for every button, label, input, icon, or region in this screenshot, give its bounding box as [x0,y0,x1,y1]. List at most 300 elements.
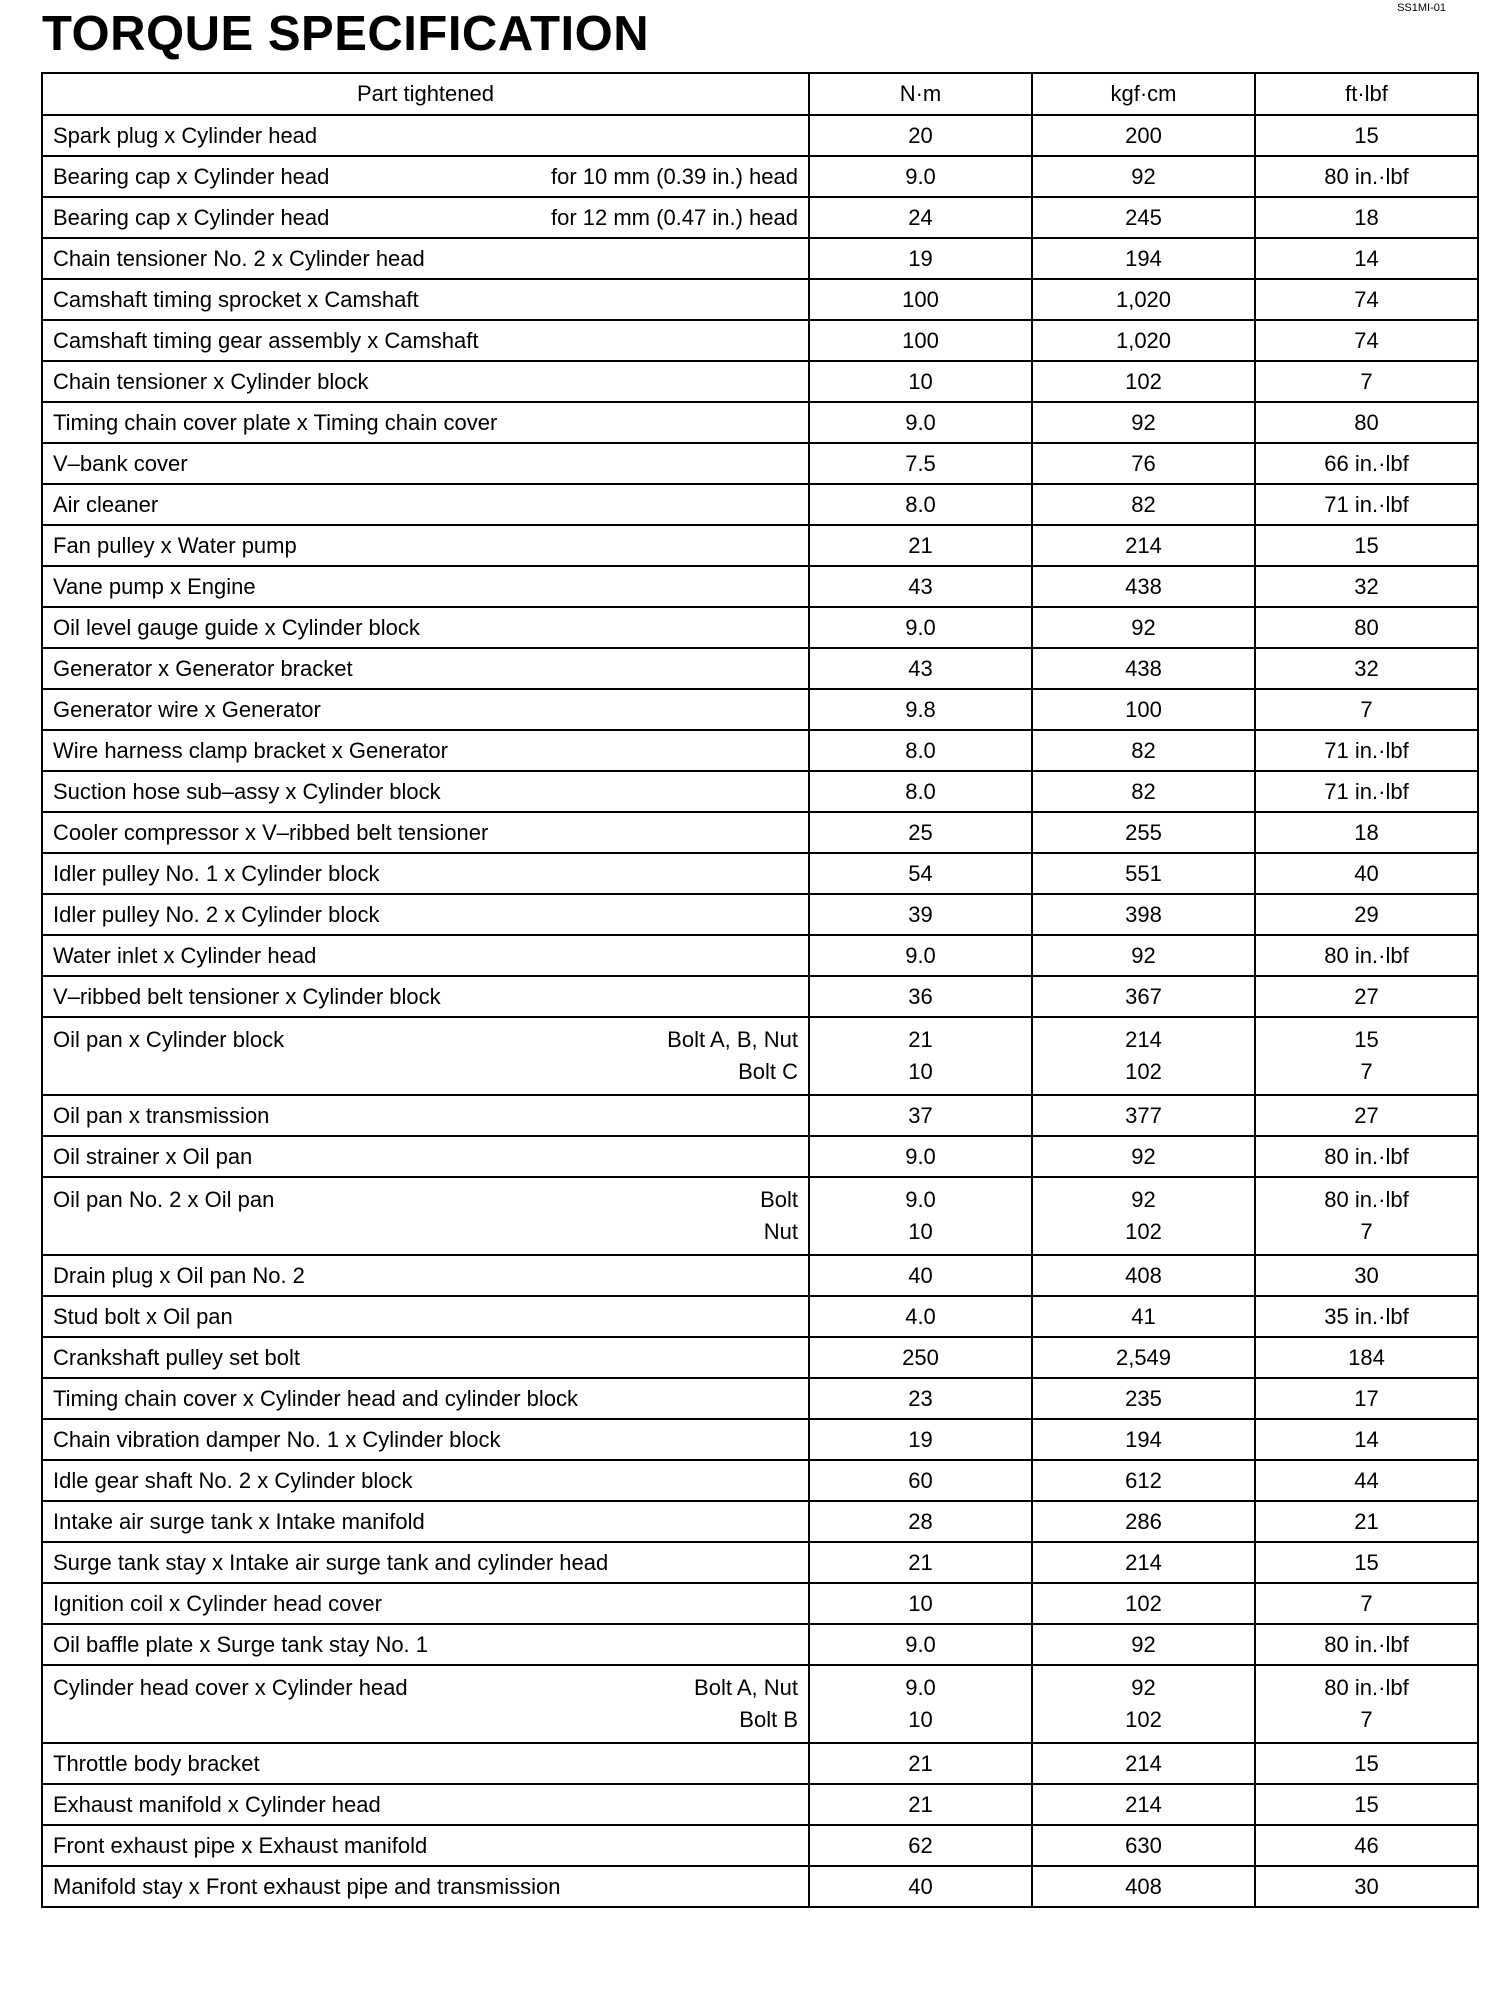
ft-lbf-value-cell [1255,1378,1478,1419]
ft-lbf-value: 71 in.·lbf [1324,778,1409,804]
part-name: Chain tensioner No. 2 x Cylinder head [53,245,425,271]
kgf-cm-value: 102 [1125,1707,1162,1732]
kgf-cm-value-cell [1032,525,1255,566]
part-cell [42,1095,809,1136]
part-name: Idle gear shaft No. 2 x Cylinder block [53,1467,413,1493]
kgf-cm-value: 92 [1131,1631,1156,1657]
part-cell [42,812,809,853]
part-cell [42,853,809,894]
nm-value: 7.5 [905,450,936,476]
part-cell [42,1136,809,1177]
ft-lbf-value: 14 [1354,1426,1379,1452]
kgf-cm-value: 1,020 [1115,327,1172,353]
kgf-cm-value-cell [1032,730,1255,771]
condition-list [551,161,798,193]
part-cell [42,402,809,443]
ft-lbf-value-cell [1255,1665,1478,1743]
kgf-cm-value: 438 [1125,573,1162,599]
header-part-tightened: Part tightened [42,73,809,115]
kgf-cm-value: 377 [1125,1102,1162,1128]
condition-list [667,1024,798,1088]
kgf-cm-value-cell [1032,812,1255,853]
ft-lbf-value: 15 [1354,532,1379,558]
kgf-cm-value: 214 [1125,1750,1162,1776]
ft-lbf-value-cell [1255,1296,1478,1337]
kgf-cm-value-cell [1032,894,1255,935]
ft-lbf-value-cell [1255,1583,1478,1624]
nm-value: 60 [908,1467,933,1493]
table-row [42,1825,1478,1866]
nm-value: 100 [902,286,939,312]
ft-lbf-value-cell [1255,361,1478,402]
part-wrap [53,243,798,275]
torque-spec-table [41,72,1479,1908]
kgf-cm-value-cell [1032,1378,1255,1419]
kgf-cm-value-cell [1032,1419,1255,1460]
table-row [42,1378,1478,1419]
kgf-cm-value: 82 [1131,491,1156,517]
ft-lbf-value-cell [1255,279,1478,320]
part-wrap [53,1465,798,1497]
kgf-cm-value: 92 [1131,163,1156,189]
part-cell [42,1825,809,1866]
ft-lbf-value: 7 [1360,1059,1373,1084]
part-wrap [53,612,798,644]
kgf-cm-value: 92 [1131,1675,1156,1700]
table-row [42,279,1478,320]
part-name: Exhaust manifold x Cylinder head [53,1791,381,1817]
kgf-cm-value-cell [1032,771,1255,812]
ft-lbf-value-cell [1255,1825,1478,1866]
nm-value: 9.0 [905,1187,936,1212]
nm-value-cell [809,607,1032,648]
part-wrap [53,1506,798,1538]
condition-label: Bolt B [739,1707,798,1732]
nm-value: 9.0 [905,1143,936,1169]
ft-lbf-value: 15 [1354,1027,1379,1052]
nm-value-cell [809,976,1032,1017]
nm-value: 43 [908,573,933,599]
part-name: Fan pulley x Water pump [53,532,297,558]
part-cell [42,156,809,197]
part-wrap [53,1100,798,1132]
ft-lbf-value: 27 [1354,1102,1379,1128]
kgf-cm-value-cell [1032,1784,1255,1825]
part-name: V–bank cover [53,450,188,476]
part-cell [42,1501,809,1542]
part-cell [42,279,809,320]
ft-lbf-value-cell [1255,1017,1478,1095]
header-kgf-cm: kgf·cm [1032,73,1255,115]
ft-lbf-value: 7 [1360,368,1373,394]
part-cell [42,1255,809,1296]
part-name: Camshaft timing gear assembly x Camshaft [53,327,479,353]
kgf-cm-value-cell [1032,1017,1255,1095]
part-name: Oil strainer x Oil pan [53,1143,253,1169]
kgf-cm-value-cell [1032,1624,1255,1665]
part-cell [42,894,809,935]
ft-lbf-value: 30 [1354,1873,1379,1899]
ft-lbf-value: 29 [1354,901,1379,927]
part-cell [42,1784,809,1825]
kgf-cm-value: 100 [1125,696,1162,722]
part-cell [42,1296,809,1337]
part-wrap [53,1588,798,1620]
kgf-cm-value-cell [1032,1136,1255,1177]
kgf-cm-value: 245 [1125,204,1162,230]
ft-lbf-value: 80 in.·lbf [1324,942,1409,968]
kgf-cm-value-cell [1032,361,1255,402]
ft-lbf-value: 17 [1354,1385,1379,1411]
ft-lbf-value-cell [1255,402,1478,443]
part-name: Timing chain cover x Cylinder head and cylinder block [53,1385,578,1411]
part-wrap [53,1184,798,1248]
kgf-cm-value-cell [1032,484,1255,525]
kgf-cm-value-cell [1032,976,1255,1017]
kgf-cm-value-cell [1032,1460,1255,1501]
kgf-cm-value-cell [1032,689,1255,730]
table-row [42,1337,1478,1378]
part-wrap [53,284,798,316]
nm-value-cell [809,812,1032,853]
kgf-cm-value-cell [1032,1542,1255,1583]
part-cell [42,1624,809,1665]
kgf-cm-value: 82 [1131,778,1156,804]
part-name: Idler pulley No. 2 x Cylinder block [53,901,380,927]
part-wrap [53,1789,798,1821]
part-name: Generator wire x Generator [53,696,321,722]
ft-lbf-value-cell [1255,1866,1478,1907]
kgf-cm-value-cell [1032,1825,1255,1866]
nm-value-cell [809,566,1032,607]
table-row [42,1177,1478,1255]
part-wrap [53,1748,798,1780]
kgf-cm-value: 214 [1125,1027,1162,1052]
part-wrap [53,202,798,234]
ft-lbf-value-cell [1255,320,1478,361]
ft-lbf-value-cell [1255,1255,1478,1296]
table-row [42,1460,1478,1501]
ft-lbf-value-cell [1255,1095,1478,1136]
ft-lbf-value-cell [1255,771,1478,812]
part-name: Oil pan x transmission [53,1102,270,1128]
nm-value: 9.8 [905,696,936,722]
nm-value: 9.0 [905,1675,936,1700]
ft-lbf-value-cell [1255,566,1478,607]
ft-lbf-value-cell [1255,197,1478,238]
nm-value: 21 [908,1549,933,1575]
ft-lbf-value: 7 [1360,1219,1373,1244]
part-name: Drain plug x Oil pan No. 2 [53,1262,305,1288]
part-cell [42,1419,809,1460]
part-cell [42,1337,809,1378]
ft-lbf-value-cell [1255,1136,1478,1177]
table-row [42,1501,1478,1542]
ft-lbf-value: 80 [1354,614,1379,640]
kgf-cm-value: 76 [1131,450,1156,476]
part-name: Generator x Generator bracket [53,655,353,681]
part-name: Oil pan No. 2 x Oil pan [53,1187,275,1212]
nm-value-cell [809,238,1032,279]
kgf-cm-value-cell [1032,197,1255,238]
nm-value-cell [809,1337,1032,1378]
nm-value-cell [809,771,1032,812]
part-cell [42,525,809,566]
nm-value: 40 [908,1873,933,1899]
nm-value-cell [809,730,1032,771]
part-wrap [53,858,798,890]
ft-lbf-value-cell [1255,812,1478,853]
ft-lbf-value-cell [1255,1419,1478,1460]
ft-lbf-value-cell [1255,894,1478,935]
nm-value-cell [809,894,1032,935]
kgf-cm-value: 214 [1125,1791,1162,1817]
part-wrap [53,161,798,193]
nm-value: 43 [908,655,933,681]
ft-lbf-value-cell [1255,689,1478,730]
table-row [42,935,1478,976]
table-row [42,525,1478,566]
part-wrap [53,1547,798,1579]
nm-value-cell [809,1624,1032,1665]
part-wrap [53,735,798,767]
part-wrap [53,530,798,562]
nm-value-cell [809,1784,1032,1825]
part-cell [42,771,809,812]
part-cell [42,1542,809,1583]
part-cell [42,648,809,689]
part-wrap [53,1260,798,1292]
ft-lbf-value: 15 [1354,1549,1379,1575]
nm-value-cell [809,1743,1032,1784]
table-row [42,566,1478,607]
kgf-cm-value-cell [1032,1665,1255,1743]
kgf-cm-value: 235 [1125,1385,1162,1411]
nm-value-cell [809,361,1032,402]
nm-value-cell [809,1017,1032,1095]
kgf-cm-value: 612 [1125,1467,1162,1493]
part-cell [42,238,809,279]
kgf-cm-value-cell [1032,443,1255,484]
ft-lbf-value-cell [1255,648,1478,689]
part-wrap [53,981,798,1013]
table-row [42,730,1478,771]
kgf-cm-value-cell [1032,935,1255,976]
part-name: Chain tensioner x Cylinder block [53,368,369,394]
nm-value-cell [809,525,1032,566]
nm-value-cell [809,1255,1032,1296]
nm-value: 21 [908,1791,933,1817]
ft-lbf-value-cell [1255,156,1478,197]
kgf-cm-value: 92 [1131,409,1156,435]
nm-value: 37 [908,1102,933,1128]
nm-value-cell [809,197,1032,238]
part-name: Chain vibration damper No. 1 x Cylinder block [53,1426,501,1452]
ft-lbf-value-cell [1255,730,1478,771]
ft-lbf-value: 40 [1354,860,1379,886]
table-row [42,976,1478,1017]
part-wrap [53,325,798,357]
table-row [42,156,1478,197]
table-row [42,115,1478,156]
part-name: Throttle body bracket [53,1750,260,1776]
table-row [42,320,1478,361]
kgf-cm-value: 41 [1131,1303,1156,1329]
part-wrap [53,776,798,808]
ft-lbf-value: 44 [1354,1467,1379,1493]
part-cell [42,1177,809,1255]
kgf-cm-value: 214 [1125,1549,1162,1575]
kgf-cm-value-cell [1032,1337,1255,1378]
kgf-cm-value-cell [1032,156,1255,197]
part-cell [42,1583,809,1624]
ft-lbf-value: 80 in.·lbf [1324,163,1409,189]
part-wrap [53,817,798,849]
nm-value-cell [809,1177,1032,1255]
part-cell [42,1665,809,1743]
kgf-cm-value-cell [1032,238,1255,279]
table-row [42,607,1478,648]
kgf-cm-value: 408 [1125,1262,1162,1288]
kgf-cm-value: 398 [1125,901,1162,927]
nm-value-cell [809,1501,1032,1542]
kgf-cm-value-cell [1032,1501,1255,1542]
table-row [42,1136,1478,1177]
kgf-cm-value-cell [1032,279,1255,320]
nm-value-cell [809,1665,1032,1743]
part-name: Idler pulley No. 1 x Cylinder block [53,860,380,886]
ft-lbf-value: 80 in.·lbf [1324,1187,1409,1212]
condition-label: for 10 mm (0.39 in.) head [550,163,798,189]
table-body [42,115,1478,1907]
nm-value: 36 [908,983,933,1009]
part-name: Ignition coil x Cylinder head cover [53,1590,382,1616]
nm-value-cell [809,1095,1032,1136]
ft-lbf-value-cell [1255,115,1478,156]
nm-value: 8.0 [905,778,936,804]
ft-lbf-value: 184 [1348,1344,1385,1370]
nm-value-cell [809,1136,1032,1177]
condition-label: Bolt A, Nut [694,1675,798,1700]
nm-value-cell [809,935,1032,976]
ft-lbf-value-cell [1255,238,1478,279]
part-cell [42,730,809,771]
ft-lbf-value: 7 [1360,1590,1373,1616]
kgf-cm-value: 102 [1125,1590,1162,1616]
ft-lbf-value: 30 [1354,1262,1379,1288]
nm-value-cell [809,1825,1032,1866]
nm-value-cell [809,402,1032,443]
kgf-cm-value: 92 [1131,1143,1156,1169]
nm-value-cell [809,484,1032,525]
part-wrap [53,1141,798,1173]
part-wrap [53,1342,798,1374]
kgf-cm-value: 1,020 [1115,286,1172,312]
ft-lbf-value: 74 [1354,327,1379,353]
part-cell [42,320,809,361]
page-title: TORQUE SPECIFICATION [42,7,650,61]
part-wrap [53,1424,798,1456]
condition-label: Bolt C [738,1059,798,1084]
condition-list [760,1184,798,1248]
ft-lbf-value-cell [1255,443,1478,484]
part-cell [42,1017,809,1095]
kgf-cm-value: 200 [1125,122,1162,148]
table-row [42,1095,1478,1136]
ft-lbf-value-cell [1255,525,1478,566]
ft-lbf-value: 14 [1354,245,1379,271]
part-wrap [53,120,798,152]
nm-value-cell [809,443,1032,484]
part-wrap [53,571,798,603]
table-row [42,812,1478,853]
kgf-cm-value: 92 [1131,614,1156,640]
table-row [42,1665,1478,1743]
kgf-cm-value-cell [1032,566,1255,607]
part-name: Oil baffle plate x Surge tank stay No. 1 [53,1631,429,1657]
part-name: Air cleaner [53,491,159,517]
kgf-cm-value: 92 [1131,1187,1156,1212]
ft-lbf-value-cell [1255,1177,1478,1255]
nm-value: 24 [908,204,933,230]
table-row [42,361,1478,402]
table-row [42,648,1478,689]
kgf-cm-value: 286 [1125,1508,1162,1534]
kgf-cm-value-cell [1032,1177,1255,1255]
part-cell [42,689,809,730]
kgf-cm-value-cell [1032,1095,1255,1136]
part-wrap [53,653,798,685]
nm-value: 9.0 [905,163,936,189]
kgf-cm-value: 82 [1131,737,1156,763]
table-row [42,1784,1478,1825]
table-row [42,1583,1478,1624]
part-wrap [53,940,798,972]
ft-lbf-value: 15 [1354,1750,1379,1776]
ft-lbf-value: 46 [1354,1832,1379,1858]
kgf-cm-value: 630 [1125,1832,1162,1858]
table-row [42,1296,1478,1337]
nm-value: 23 [908,1385,933,1411]
kgf-cm-value: 194 [1125,1426,1162,1452]
ft-lbf-value: 71 in.·lbf [1324,737,1409,763]
part-name: Water inlet x Cylinder head [53,942,317,968]
nm-value: 39 [908,901,933,927]
nm-value: 20 [908,122,933,148]
ft-lbf-value-cell [1255,1624,1478,1665]
ft-lbf-value: 80 in.·lbf [1324,1631,1409,1657]
nm-value: 250 [902,1344,939,1370]
part-name: Stud bolt x Oil pan [53,1303,233,1329]
part-cell [42,607,809,648]
ft-lbf-value-cell [1255,976,1478,1017]
part-cell [42,197,809,238]
kgf-cm-value: 438 [1125,655,1162,681]
condition-label: Bolt A, B, Nut [667,1027,798,1052]
part-cell [42,1866,809,1907]
ft-lbf-value: 7 [1360,696,1373,722]
part-name: Timing chain cover plate x Timing chain cover [53,409,498,435]
kgf-cm-value-cell [1032,320,1255,361]
kgf-cm-value-cell [1032,1255,1255,1296]
table-row [42,1866,1478,1907]
header-ft-lbf: ft·lbf [1255,73,1478,115]
part-name: Oil level gauge guide x Cylinder block [53,614,420,640]
part-name: V–ribbed belt tensioner x Cylinder block [53,983,441,1009]
part-wrap [53,489,798,521]
nm-value: 19 [908,1426,933,1452]
part-name: Intake air surge tank x Intake manifold [53,1508,425,1534]
